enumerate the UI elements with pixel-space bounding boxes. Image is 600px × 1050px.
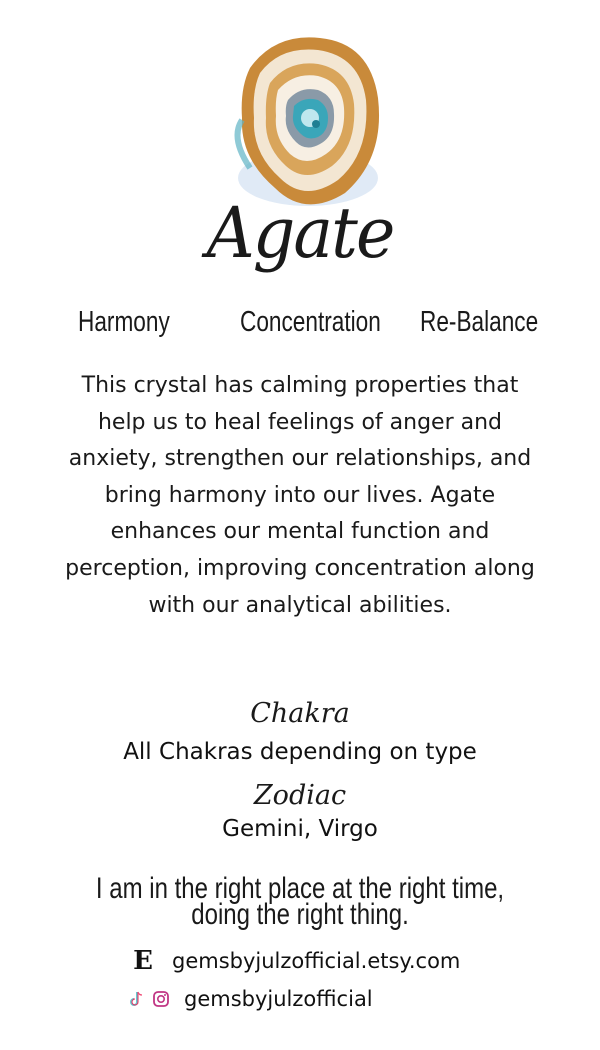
affirmation-text-inner: I am in the right place at the right time, doing the right thing. <box>95 872 505 931</box>
chakra-heading: Chakra <box>250 698 350 729</box>
page-title: Agate <box>206 192 394 274</box>
agate-stone-illustration <box>220 28 390 218</box>
tiktok-icon <box>128 990 146 1008</box>
chakra-value: All Chakras depending on type <box>123 739 477 765</box>
zodiac-value: Gemini, Virgo <box>222 816 378 842</box>
social-handle[interactable]: gemsbyjulzofficial <box>184 987 373 1011</box>
keyword-rebalance: Re-Balance <box>420 306 539 338</box>
keyword-concentration: Concentration <box>240 306 381 338</box>
etsy-link-row[interactable] <box>128 948 460 974</box>
instagram-icon <box>152 990 170 1008</box>
affirmation-text <box>20 872 580 931</box>
keyword-harmony: Harmony <box>78 306 170 338</box>
etsy-link[interactable]: gemsbyjulzofficial.etsy.com <box>172 949 461 973</box>
description-paragraph: This crystal has calming properties that help us to heal feelings of anger and anxiety, strengthen our relationships, and bring harmony into our lives. Agate enhances our mental function and perception, improving concentration along with our analytical abilities. <box>65 373 535 618</box>
social-link-row[interactable] <box>128 987 373 1011</box>
etsy-icon: E <box>133 946 153 976</box>
zodiac-heading: Zodiac <box>253 780 347 811</box>
